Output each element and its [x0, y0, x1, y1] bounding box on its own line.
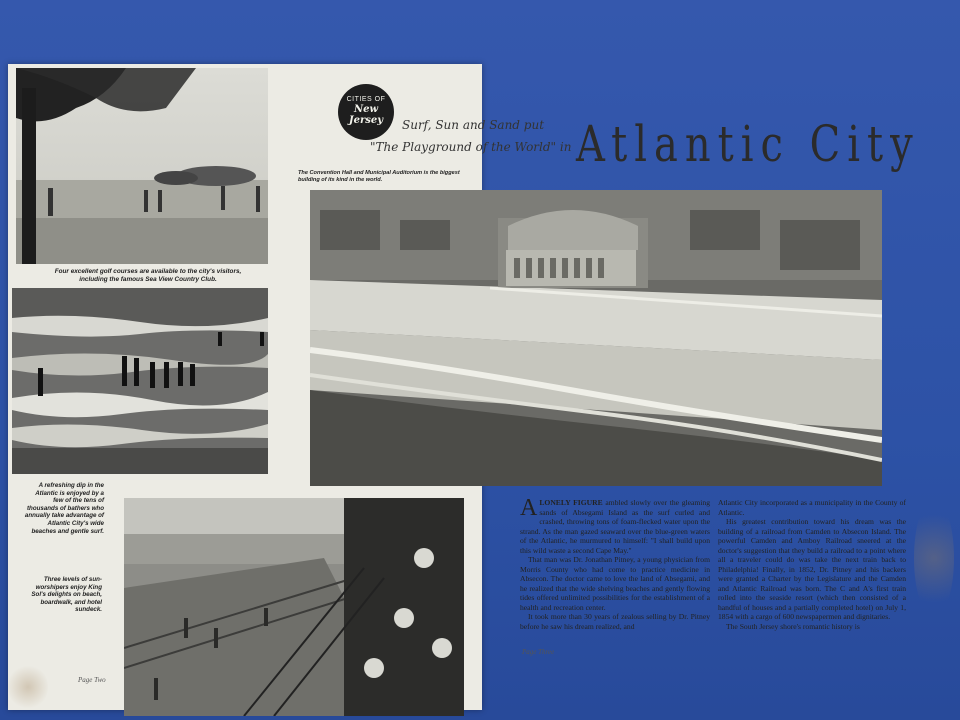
- article-col1-p1: ambled slowly over the gleaming sands of Absegami Island as the surf curled and crashed, throwing tons of foam-flecked water upon the strand. As the man gazed seaward over the blue-green waters of the Atlantic, he murmured to himself: "I shall build upon this wild waste a second Cape May.": [520, 498, 710, 555]
- golf-course-photo: [16, 68, 268, 264]
- right-folio: Page Three: [522, 648, 555, 656]
- boardwalk-caption: Three levels of sun-worshipers enjoy King Sol's delights on beach, boardwalk, and hotel sundeck.: [31, 576, 102, 614]
- article-col2-p3: The South Jersey shore's romantic history is: [726, 621, 860, 631]
- article-column-1: [520, 495, 710, 631]
- article-col2-p2: His greatest contribution toward his dream was the building of a railroad from Camden to Absecon Island. The powerful Camden and Amboy Railroad sneered at the doctor's suggestion that they build a railroad to a point where all a traveler could do was take the next train back to Philadelphia! Finally, in 1852, Dr. Pitney and his backers were granted a Charter by the Legislature and the Camden and Atlantic Railroad was born. The C and A's first train rolled into the seaside resort (which then consisted of a handful of houses and a partially completed hotel) on July 1, 1854 with a cargo of 600 newspapermen and dignitaries.: [718, 517, 906, 621]
- dip-caption: A refreshing dip in the Atlantic is enjoyed by a few of the tens of thousands of bathers who annually take advantage of Atlantic City's wide beaches and gentle surf.: [24, 482, 104, 535]
- surf-bathers-photo: [12, 288, 268, 474]
- open-magazine: [8, 58, 956, 712]
- left-folio: Page Two: [78, 676, 106, 684]
- article-col2-p1: Atlantic City incorporated as a municipality in the County of Atlantic.: [718, 498, 906, 517]
- cities-badge: [338, 84, 394, 140]
- article-column-2: [718, 498, 906, 631]
- boardwalk-sundeck-photo: [124, 498, 464, 716]
- water-stain: [8, 664, 48, 710]
- article-col1-p3: It took more than 30 years of zealous selling by Dr. Pitney before he saw his dream realized, and: [520, 612, 710, 631]
- convention-caption: The Convention Hall and Municipal Auditorium is the biggest building of its kind in the world.: [298, 170, 460, 183]
- convention-hall-aerial-photo: [310, 190, 882, 486]
- article-dropcap: A: [520, 495, 538, 521]
- headline-kicker-1: Surf, Sun and Sand put: [402, 118, 545, 132]
- badge-line2: New Jersey: [348, 104, 384, 126]
- badge-line1: CITIES OF: [346, 96, 386, 103]
- article-col1-p2: That man was Dr. Jonathan Pitney, a young physician from Morris County who had come to practice medicine in Absecon. The doctor came to love the land of Absegami, and he realized that the wide shelving beaches and gently flowing tides offered unlimited possibilities for the establishment of a health and recreation center.: [520, 555, 710, 612]
- edge-stain: [914, 498, 954, 618]
- headline-kicker-2: "The Playground of the World" in: [370, 140, 572, 154]
- golf-caption: Four excellent golf courses are available to the city's visitors, including the famous Sea View Country Club.: [54, 268, 242, 283]
- headline-title: Atlantic City: [576, 116, 920, 174]
- article-lead: LONELY FIGURE: [539, 498, 603, 507]
